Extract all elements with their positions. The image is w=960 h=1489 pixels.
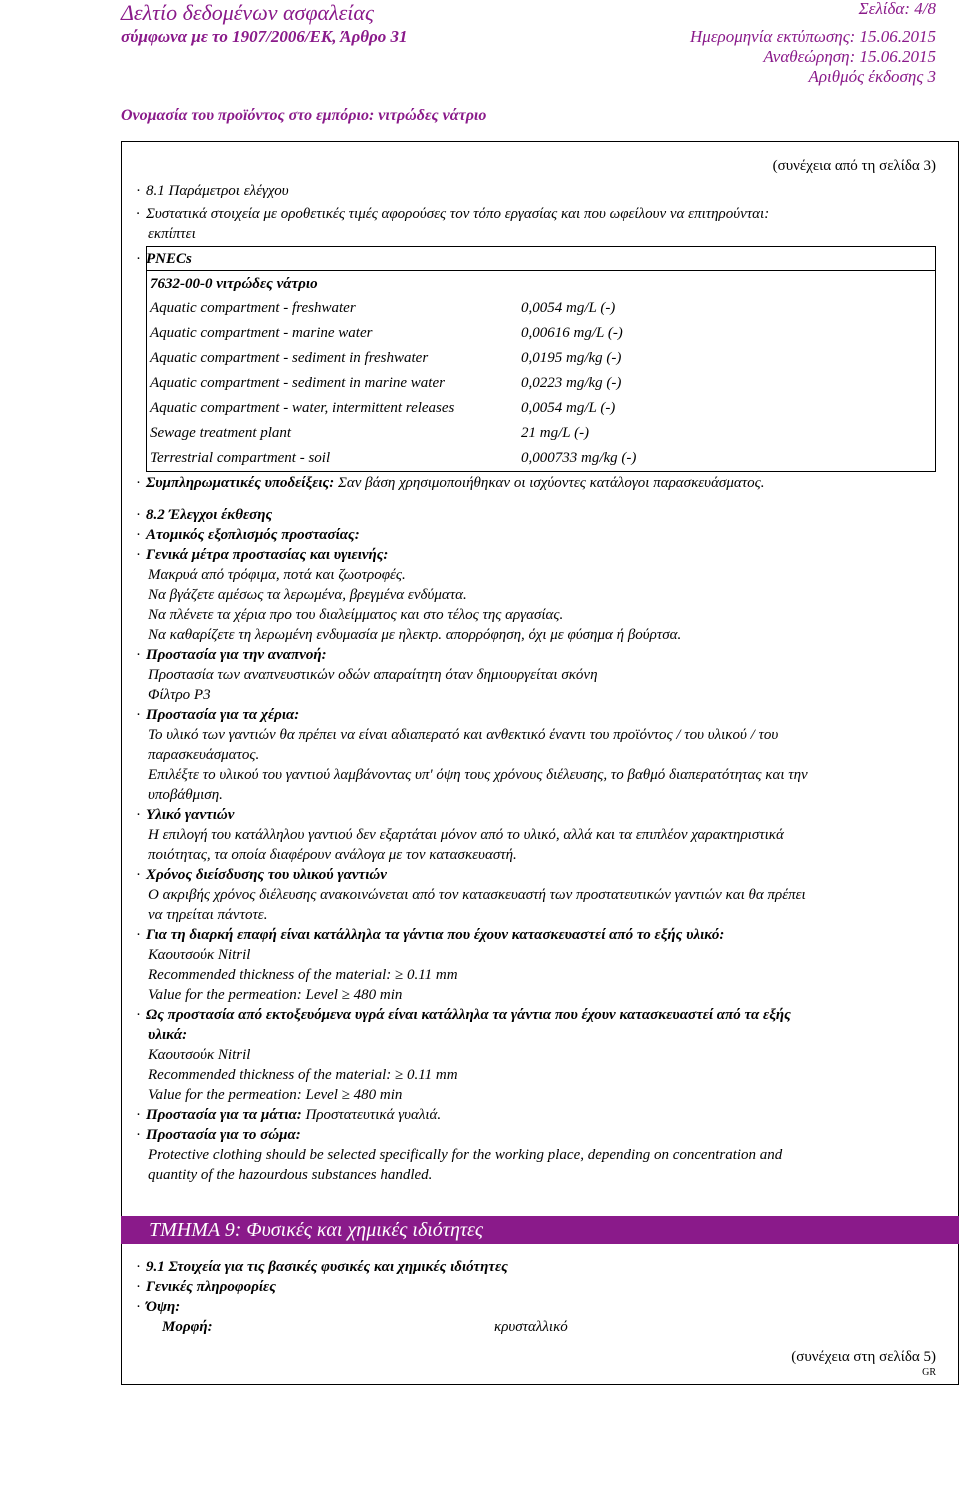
pnec-row-value: 0,0223 mg/kg (-) xyxy=(521,375,622,391)
penetration-time-label: · Χρόνος διείσδυσης του υλικού γαντιών xyxy=(136,867,387,883)
body-protection-text: Protective clothing should be selected specifically for the working place, depending on concentration and xyxy=(148,1147,783,1163)
pnec-row-label: Aquatic compartment - sediment in marine water xyxy=(150,375,445,391)
glove-material-label: · Υλικό γαντιών xyxy=(136,807,235,823)
section-9-heading: ΤΜΗΜΑ 9: Φυσικές και χημικές ιδιότητες xyxy=(121,1216,959,1244)
pnec-row-value: 0,0054 mg/L (-) xyxy=(521,300,616,316)
hygiene-line: Να βγάζετε αμέσως τα λερωμένα, βρεγμένα ενδύματα. xyxy=(148,587,467,603)
document-subtitle: σύμφωνα με το 1907/2006/ΕΚ, Άρθρο 31 xyxy=(121,27,408,46)
long-contact-label: · Για τη διαρκή επαφή είναι κατάλληλα τα γάντια που έχουν κατασκευαστεί από το εξής υλικό: xyxy=(136,927,725,943)
hand-protection-label: · Προστασία για τα χέρια: xyxy=(136,707,300,723)
product-name: Ονομασία του προϊόντος στο εμπόριο: νιτρώδες νάτριο xyxy=(121,107,487,124)
pnec-row-value: 0,0054 mg/L (-) xyxy=(521,400,616,416)
pnec-row-value: 0,00616 mg/L (-) xyxy=(521,325,623,341)
exposure-limits-intro: · Συστατικά στοιχεία με οροθετικές τιμές αφορούσες τον τόπο εργασίας και που ωφείλουν να επιτηρούνται: xyxy=(136,206,770,222)
body-protection-text: quantity of the hazourdous substances handled. xyxy=(148,1167,433,1183)
splash-thickness: Recommended thickness of the material: ≥ 0.11 mm xyxy=(148,1067,458,1083)
section-8-1-title: · 8.1 Παράμετροι ελέγχου xyxy=(136,183,289,199)
pnec-divider xyxy=(146,270,936,271)
eye-protection: · Προστασία για τα μάτια: Προστατευτικά γυαλιά. xyxy=(136,1107,442,1123)
long-contact-material: Καουτσούκ Nitril xyxy=(148,947,251,963)
pnec-row-label: Aquatic compartment - freshwater xyxy=(150,300,356,316)
pnecs-label: · PNECs xyxy=(136,251,192,267)
hygiene-label: · Γενικά μέτρα προστασίας και υγιεινής: xyxy=(136,547,389,563)
pnec-row-label: Aquatic compartment - sediment in freshwater xyxy=(150,350,429,366)
hygiene-line: Να καθαρίζετε τη λερωμένη ενδυμασία με ηλεκτρ. απορρόφηση, όχι με φύσημα ή βούρτσα. xyxy=(148,627,682,643)
splash-protection-label: · Ως προστασία από εκτοξευόμενα υγρά είναι κατάλληλα τα γάντια που έχουν κατασκευαστεί από τα εξής xyxy=(136,1007,791,1023)
respiratory-text: Προστασία των αναπνευστικών οδών απαραίτητη όταν δημιουργείται σκόνη xyxy=(148,667,598,683)
body-protection-label: · Προστασία για το σώμα: xyxy=(136,1127,301,1143)
pnec-row-value: 21 mg/L (-) xyxy=(521,425,590,441)
glove-material-text: ποιότητας, τα οποία διαφέρουν ανάλογα με τον κατασκευαστή. xyxy=(148,847,517,863)
splash-material: Καουτσούκ Nitril xyxy=(148,1047,251,1063)
continued-to: (συνέχεια στη σελίδα 5) xyxy=(791,1349,936,1365)
form-label: Μορφή: xyxy=(162,1319,213,1335)
page-number: Σελίδα: 4/8 xyxy=(858,0,936,18)
hygiene-line: Μακρυά από τρόφιμα, ποτά και ζωοτροφές. xyxy=(148,567,406,583)
section-8-2-title: · 8.2 Έλεγχοι έκθεσης xyxy=(136,507,273,523)
exposure-limits-value: εκπίπτει xyxy=(148,226,196,242)
hand-protection-text: Επιλέξτε το υλικού του γαντιού λαμβάνοντας υπ' όψη τους χρόνους διέλευσης, το βαθμό διαπερατότητας και την xyxy=(148,767,808,783)
continued-from: (συνέχεια από τη σελίδα 3) xyxy=(772,158,936,174)
pnec-row-label: Sewage treatment plant xyxy=(150,425,292,441)
long-contact-permeation: Value for the permeation: Level ≥ 480 min xyxy=(148,987,403,1003)
penetration-time-text: να τηρείται πάντοτε. xyxy=(148,907,268,923)
respiratory-filter: Φίλτρο P3 xyxy=(148,687,211,703)
appearance-label: · Όψη: xyxy=(136,1299,181,1315)
version-number: Αριθμός έκδοσης 3 xyxy=(808,67,936,86)
pnec-row-label: Aquatic compartment - marine water xyxy=(150,325,373,341)
document-title: Δελτίο δεδομένων ασφαλείας xyxy=(121,0,374,25)
pnec-row-label: Aquatic compartment - water, intermittent releases xyxy=(150,400,455,416)
hand-protection-text: παρασκευάσματος. xyxy=(148,747,260,763)
section-9-1-title: · 9.1 Στοιχεία για τις βασικές φυσικές και χημικές ιδιότητες xyxy=(136,1259,508,1275)
ppe-label: · Ατομικός εξοπλισμός προστασίας: xyxy=(136,527,360,543)
pnec-row-value: 0,000733 mg/kg (-) xyxy=(521,450,637,466)
pnec-row-value: 0,0195 mg/kg (-) xyxy=(521,350,622,366)
pnec-row-label: Terrestrial compartment - soil xyxy=(150,450,331,466)
respiratory-label: · Προστασία για την αναπνοή: xyxy=(136,647,327,663)
splash-protection-label-cont: υλικά: xyxy=(148,1027,188,1043)
supplementary-notes: · Συμπληρωματικές υποδείξεις: Σαν βάση χρησιμοποιήθηκαν οι ισχύοντες κατάλογοι παρασκευάσματος. xyxy=(136,475,765,491)
general-info-label: · Γενικές πληροφορίες xyxy=(136,1279,276,1295)
language-code: GR xyxy=(922,1367,936,1378)
hand-protection-text: Το υλικό των γαντιών θα πρέπει να είναι αδιαπερατό και ανθεκτικό έναντι του προϊόντος / του υλικού / του xyxy=(148,727,779,743)
hygiene-line: Να πλένετε τα χέρια προ του διαλείμματος και στο τέλος της αργασίας. xyxy=(148,607,564,623)
substance-name: 7632-00-0 νιτρώδες νάτριο xyxy=(150,276,318,292)
hand-protection-text: υποβάθμιση. xyxy=(148,787,223,803)
glove-material-text: Η επιλογή του κατάλληλου γαντιού δεν εξαρτάται μόνον από το υλικό, αλλά και τα επιπλέον χαρακτηριστικά xyxy=(148,827,784,843)
splash-permeation: Value for the permeation: Level ≥ 480 min xyxy=(148,1087,403,1103)
print-date: Ημερομηνία εκτύπωσης: 15.06.2015 xyxy=(690,27,936,46)
revision-date: Αναθεώρηση: 15.06.2015 xyxy=(763,47,936,66)
long-contact-thickness: Recommended thickness of the material: ≥ 0.11 mm xyxy=(148,967,458,983)
form-value: κρυσταλλικό xyxy=(494,1319,568,1335)
penetration-time-text: Ο ακριβής χρόνος διέλευσης ανακοινώνεται από τον κατασκευαστή των προστατευτικών γαντιών και θα πρέπει xyxy=(148,887,806,903)
